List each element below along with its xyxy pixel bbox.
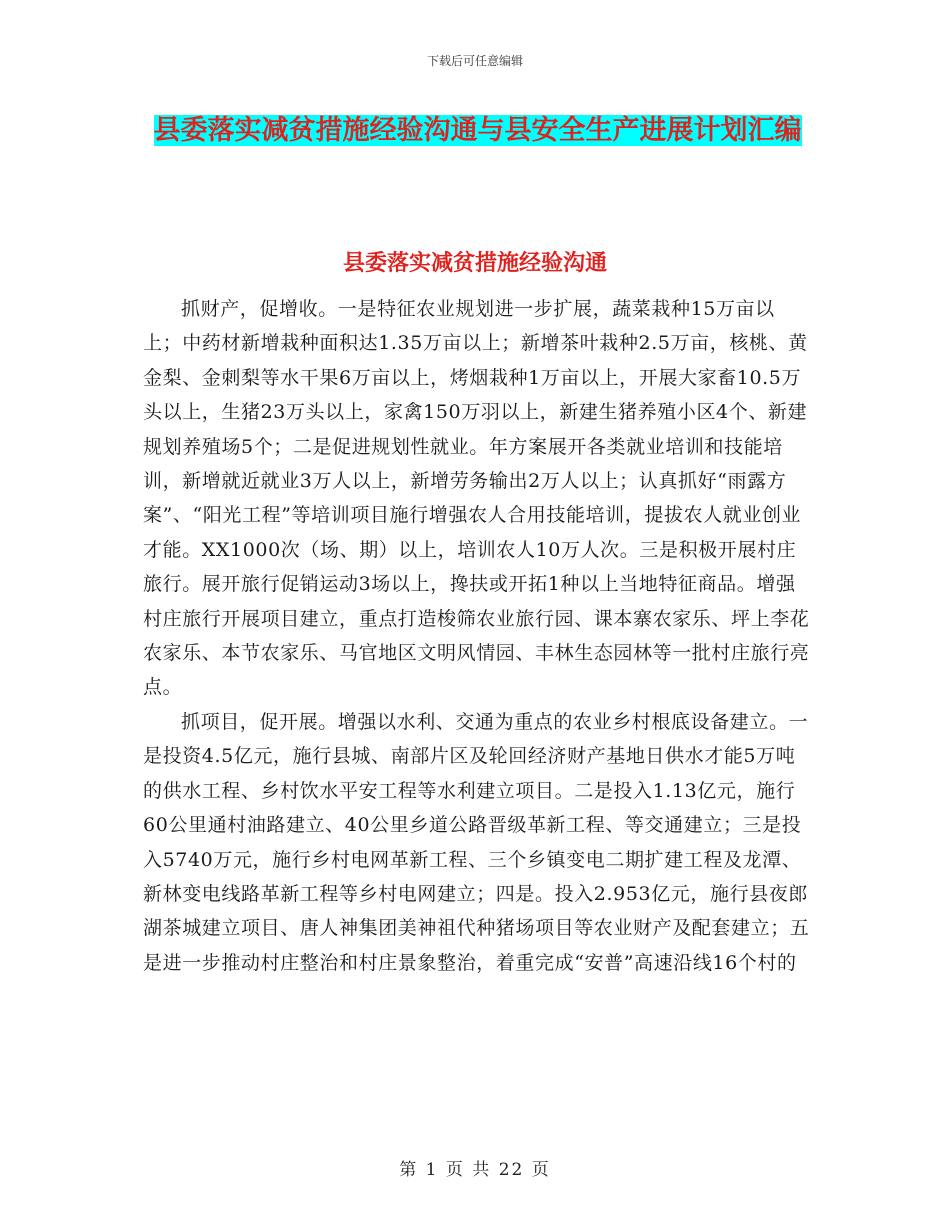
- body-paragraph: 抓财产，促增收。一是特征农业规划进一步扩展，蔬菜栽种15万亩以上；中药材新增栽种面积达1.35万亩以上；新增茶叶栽种2.5万亩，核桃、黄金梨、金刺梨等水干果6万亩以上，烤烟栽种1万亩以上，开展大家畜10.5万头以上，生猪23万头以上，家禽150万羽以上，新建生猪养殖小区4个、新建规划养殖场5个；二是促进规划性就业。年方案展开各类就业培训和技能培训，新增就近就业3万人以上，新增劳务输出2万人以上；认真抓好“雨露方案”、“阳光工程”等培训项目施行增强农人合用技能培训，提拔农人就业创业才能。XX1000次（场、期）以上，培训农人10万人次。三是积极开展村庄旅行。展开旅行促销运动3场以上，搀扶或开拓1种以上当地特征商品。增强村庄旅行开展项目建立，重点打造梭筛农业旅行园、课本寨农家乐、坪上李花农家乐、本节农家乐、马官地区文明风情园、丰林生态园林等一批村庄旅行亮点。: [143, 298, 810, 699]
- document-title: [150, 108, 805, 154]
- body-paragraph: 抓项目，促开展。增强以水利、交通为重点的农业乡村根底设备建立。一是投资4.5亿元，施行县城、南部片区及轮回经济财产基地日供水才能5万吨的供水工程、乡村饮水平安工程等水利建立项目。二是投入1.13亿元，施行60公里通村油路建立、40公里乡道公路晋级革新工程、等交通建立；三是投入5740万元，施行乡村电网革新工程、三个乡镇变电二期扩建工程及龙潭、新林变电线路革新工程等乡村电网建立；四是。投入2.953亿元，施行县夜郎湖茶城建立项目、唐人神集团美神祖代种猪场项目等农业财产及配套建立；五是进一步推动村庄整治和村庄景象整治，着重完成“安普”高速沿线16个村的: [143, 710, 810, 974]
- page-footer: 第 1 页 共 22 页: [399, 1160, 551, 1180]
- section-title: 县委落实减贫措施经验沟通: [342, 250, 607, 276]
- document-body: [143, 292, 813, 980]
- document-title-text: 县委落实减贫措施经验沟通与县安全生产进展计划汇编: [153, 115, 802, 146]
- header-note: 下载后可任意编辑: [426, 54, 523, 68]
